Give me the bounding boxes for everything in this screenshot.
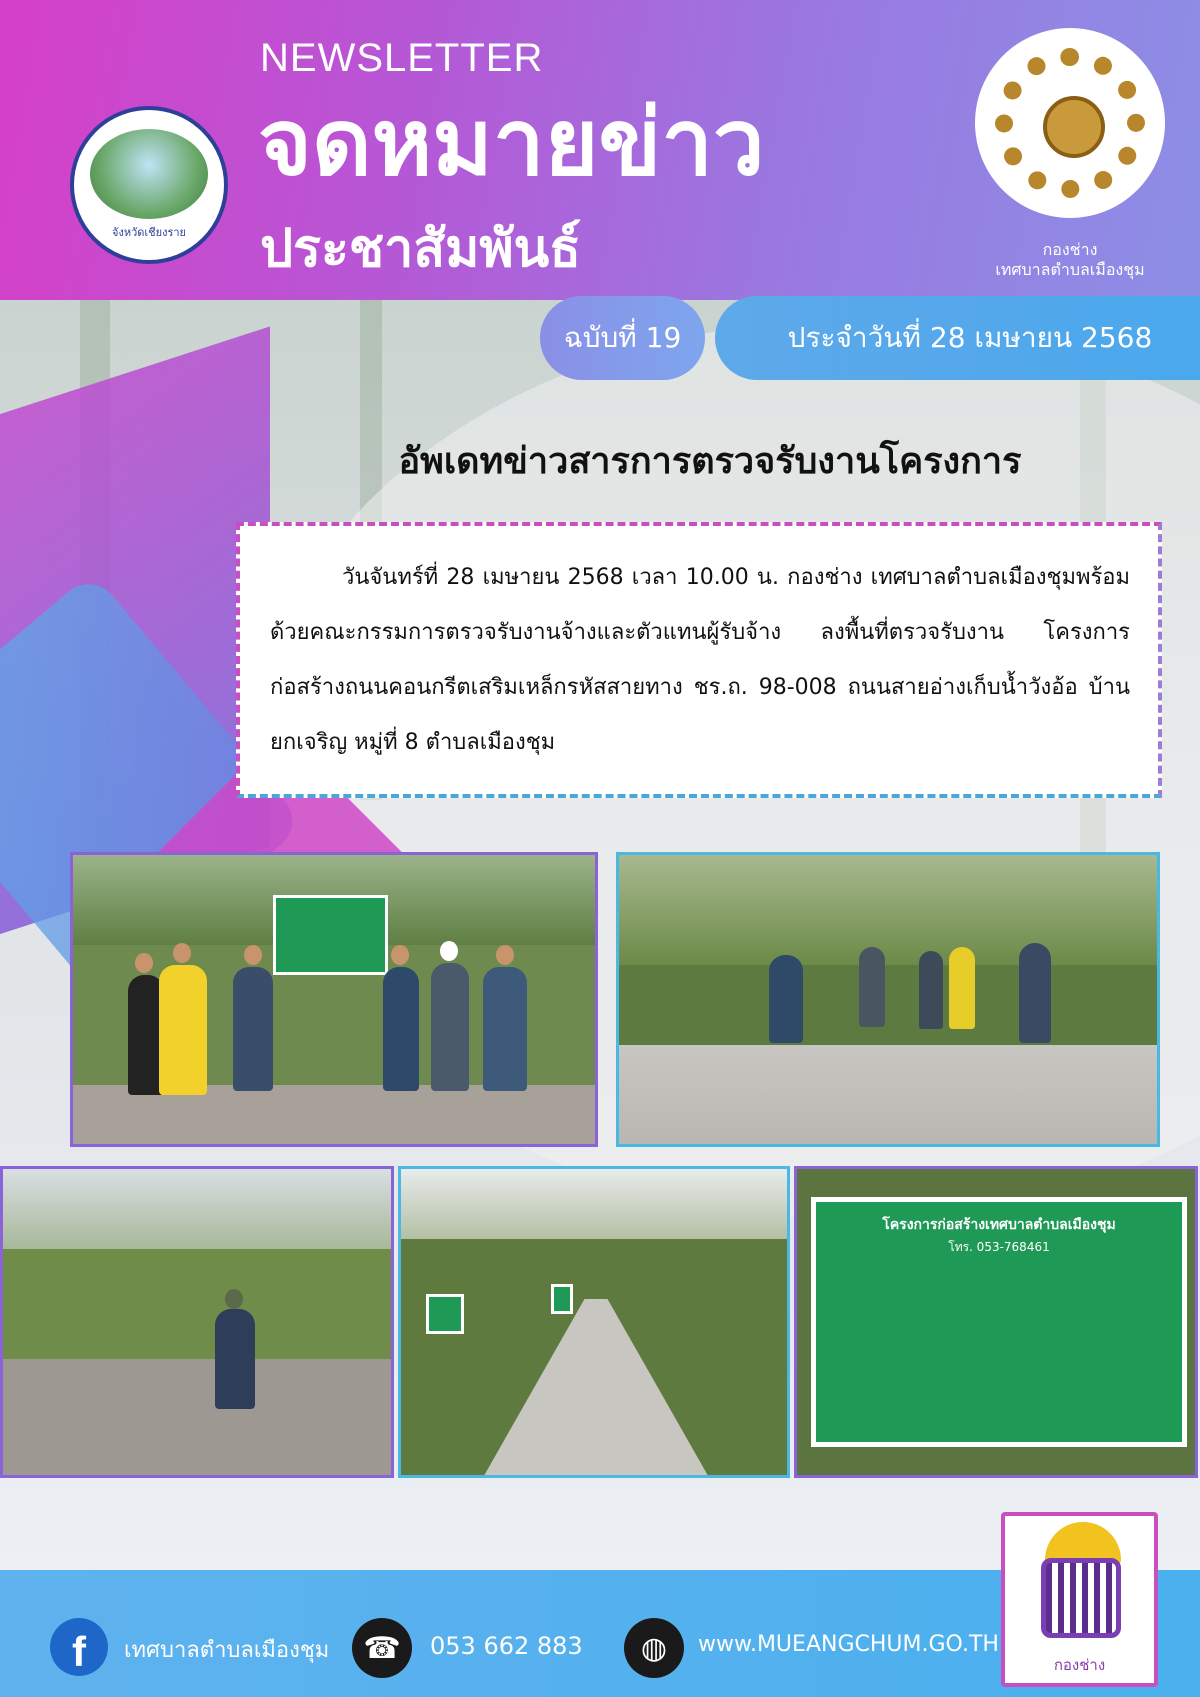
website-link[interactable]: www.MUEANGCHUM.GO.TH bbox=[698, 1632, 999, 1657]
article-textbox bbox=[236, 522, 1162, 798]
public-works-gear-logo bbox=[975, 28, 1165, 218]
photo-inspection-team-sign bbox=[70, 852, 598, 1147]
department-label bbox=[960, 240, 1180, 280]
issue-date-badge: ประจำวันที่ 28 เมษายน 2568 bbox=[715, 296, 1200, 380]
qr-code-card[interactable] bbox=[1001, 1512, 1158, 1687]
signboard-phone: โทร. 053-768461 bbox=[948, 1240, 1050, 1254]
municipality-name: เทศบาลตำบลเมืองชุม bbox=[995, 260, 1145, 279]
article-body: วันจันทร์ที่ 28 เมษายน 2568 เวลา 10.00 น. กองช่าง เทศบาลตำบลเมืองชุมพร้อมด้วยคณะกรรมการตรวจรับงานจ้างและตัวแทนผู้รับจ้าง ลงพื้นที่ตรวจรับงาน โครงการก่อสร้างถนนคอนกรีตเสริมเหล็กรหัสสายทาง ชร.ถ. 98-008 ถนนสายอ่างเก็บน้ำวังอ้อ บ้านยกเจริญ หมู่ที่ 8 ตำบลเมืองชุม bbox=[270, 565, 1130, 755]
article-headline: อัพเดทข่าวสารการตรวจรับงานโครงการ bbox=[398, 441, 1022, 482]
seal-caption: จังหวัดเชียงราย bbox=[112, 226, 186, 239]
phone-icon: ☎ bbox=[352, 1618, 412, 1678]
page-title: จดหมายข่าว bbox=[258, 89, 765, 196]
phone-number[interactable]: 053 662 883 bbox=[430, 1632, 583, 1660]
photo-project-signboard bbox=[794, 1166, 1198, 1478]
facebook-icon[interactable]: f bbox=[50, 1618, 108, 1676]
photo-road-measurement bbox=[616, 852, 1160, 1147]
municipality-seal-logo bbox=[70, 106, 228, 264]
page-subtitle: ประชาสัมพันธ์ bbox=[260, 219, 581, 279]
gear-icon bbox=[995, 48, 1145, 198]
globe-icon: ◍ bbox=[624, 1618, 684, 1678]
qr-caption: กองช่าง bbox=[1053, 1656, 1106, 1674]
issue-number-badge: ฉบับที่ 19 bbox=[540, 296, 705, 380]
photo-finished-road bbox=[398, 1166, 790, 1478]
facebook-page-link[interactable]: เทศบาลตำบลเมืองชุม bbox=[124, 1638, 330, 1663]
photo-concrete-worker bbox=[0, 1166, 394, 1478]
qr-code[interactable] bbox=[1041, 1558, 1121, 1638]
signboard-title: โครงการก่อสร้างเทศบาลตำบลเมืองชุม bbox=[882, 1217, 1116, 1233]
newsletter-label: NEWSLETTER bbox=[260, 36, 544, 80]
department-name: กองช่าง bbox=[1042, 240, 1098, 259]
